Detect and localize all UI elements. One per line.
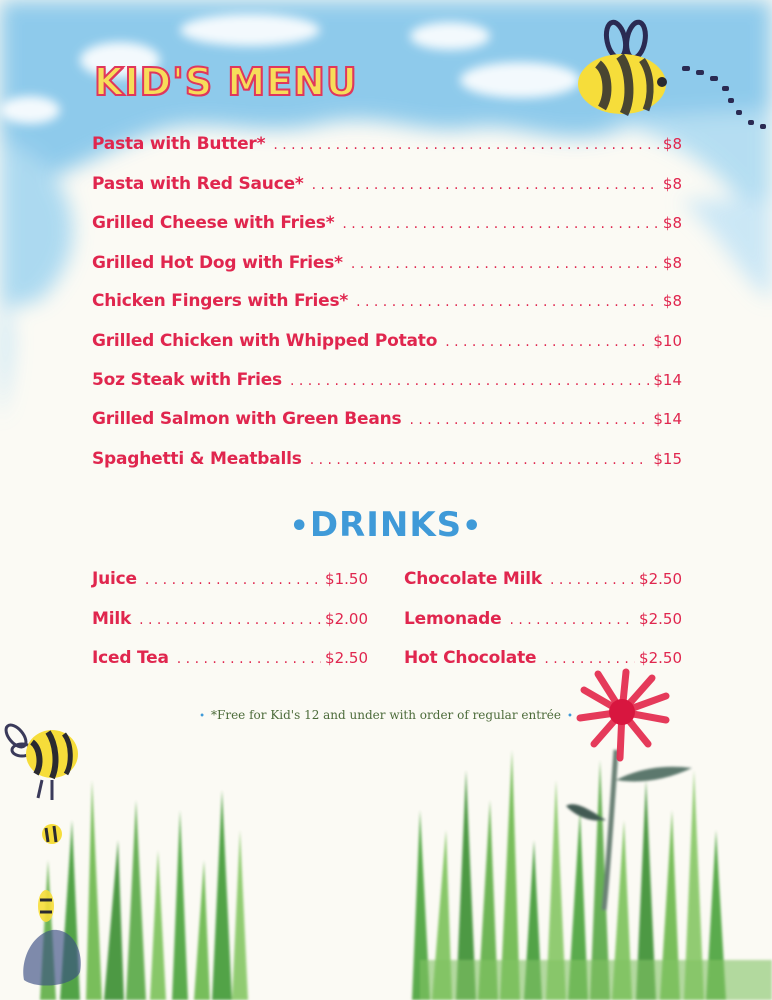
menu-item-price: $10 xyxy=(653,332,682,350)
drink-name: Lemonade xyxy=(404,609,502,629)
drinks-title: DRINKS xyxy=(309,505,463,545)
leader-dots xyxy=(310,452,650,468)
menu-item-name: Grilled Chicken with Whipped Potato xyxy=(92,331,438,351)
menu-item-name: Grilled Salmon with Green Beans xyxy=(92,409,402,429)
menu-item-price: $8 xyxy=(662,292,682,310)
bee-icon xyxy=(570,14,770,134)
menu-item-name: Chicken Fingers with Fries* xyxy=(92,291,349,311)
menu-item-price: $8 xyxy=(662,175,682,193)
menu-item-name: Pasta with Butter* xyxy=(92,134,266,154)
leader-dots xyxy=(290,373,649,389)
drinks-heading xyxy=(0,505,772,545)
leader-dots xyxy=(351,256,659,272)
menu-item xyxy=(92,213,682,239)
menu-item-price: $8 xyxy=(662,214,682,232)
drink-name: Milk xyxy=(92,609,132,629)
menu-item-price: $14 xyxy=(653,410,682,428)
menu-item-price: $8 xyxy=(662,254,682,272)
drink-item xyxy=(92,609,368,635)
flower-icon xyxy=(576,668,672,772)
menu-item-name: Pasta with Red Sauce* xyxy=(92,174,304,194)
drink-price: $1.50 xyxy=(325,570,368,588)
menu-item-name: Grilled Cheese with Fries* xyxy=(92,213,335,233)
menu-item xyxy=(92,134,682,160)
bee-icon xyxy=(2,714,82,804)
leader-dots xyxy=(509,612,635,628)
drink-item xyxy=(404,609,682,635)
menu-item-name: Spaghetti & Meatballs xyxy=(92,449,302,469)
drink-price: $2.50 xyxy=(639,649,682,667)
menu-item-price: $15 xyxy=(653,450,682,468)
drink-price: $2.50 xyxy=(639,610,682,628)
bullet-dot: • xyxy=(566,711,573,722)
rock-icon xyxy=(18,920,88,990)
drink-name: Juice xyxy=(92,569,137,589)
drink-name: Iced Tea xyxy=(92,648,169,668)
leader-dots xyxy=(145,572,321,588)
menu-item-price: $14 xyxy=(653,371,682,389)
bullet-dot: • xyxy=(289,509,310,544)
leader-dots xyxy=(342,216,659,232)
menu-item xyxy=(92,331,682,357)
menu-item xyxy=(92,370,682,396)
leader-dots xyxy=(445,334,649,350)
leader-dots xyxy=(409,412,649,428)
menu-item-name: 5oz Steak with Fries xyxy=(92,370,282,390)
drink-price: $2.00 xyxy=(325,610,368,628)
menu-item-price: $8 xyxy=(662,135,682,153)
drink-name: Chocolate Milk xyxy=(404,569,542,589)
footnote-text: *Free for Kid's 12 and under with order of regular entrée xyxy=(211,708,561,722)
drink-item xyxy=(92,569,368,595)
page-title: KID'S MENU xyxy=(94,60,358,104)
leader-dots xyxy=(550,572,635,588)
menu-item-name: Grilled Hot Dog with Fries* xyxy=(92,253,343,273)
drink-price: $2.50 xyxy=(639,570,682,588)
drink-name: Hot Chocolate xyxy=(404,648,537,668)
menu-item xyxy=(92,291,682,317)
bullet-dot: • xyxy=(462,509,483,544)
drink-price: $2.50 xyxy=(325,649,368,667)
leader-dots xyxy=(273,137,659,153)
leader-dots xyxy=(312,177,659,193)
menu-item xyxy=(92,409,682,435)
menu-item xyxy=(92,174,682,200)
leader-dots xyxy=(139,612,321,628)
bullet-dot: • xyxy=(199,711,206,722)
menu-item xyxy=(92,449,682,475)
menu-item xyxy=(92,253,682,279)
drink-item xyxy=(404,569,682,595)
leader-dots xyxy=(356,294,659,310)
